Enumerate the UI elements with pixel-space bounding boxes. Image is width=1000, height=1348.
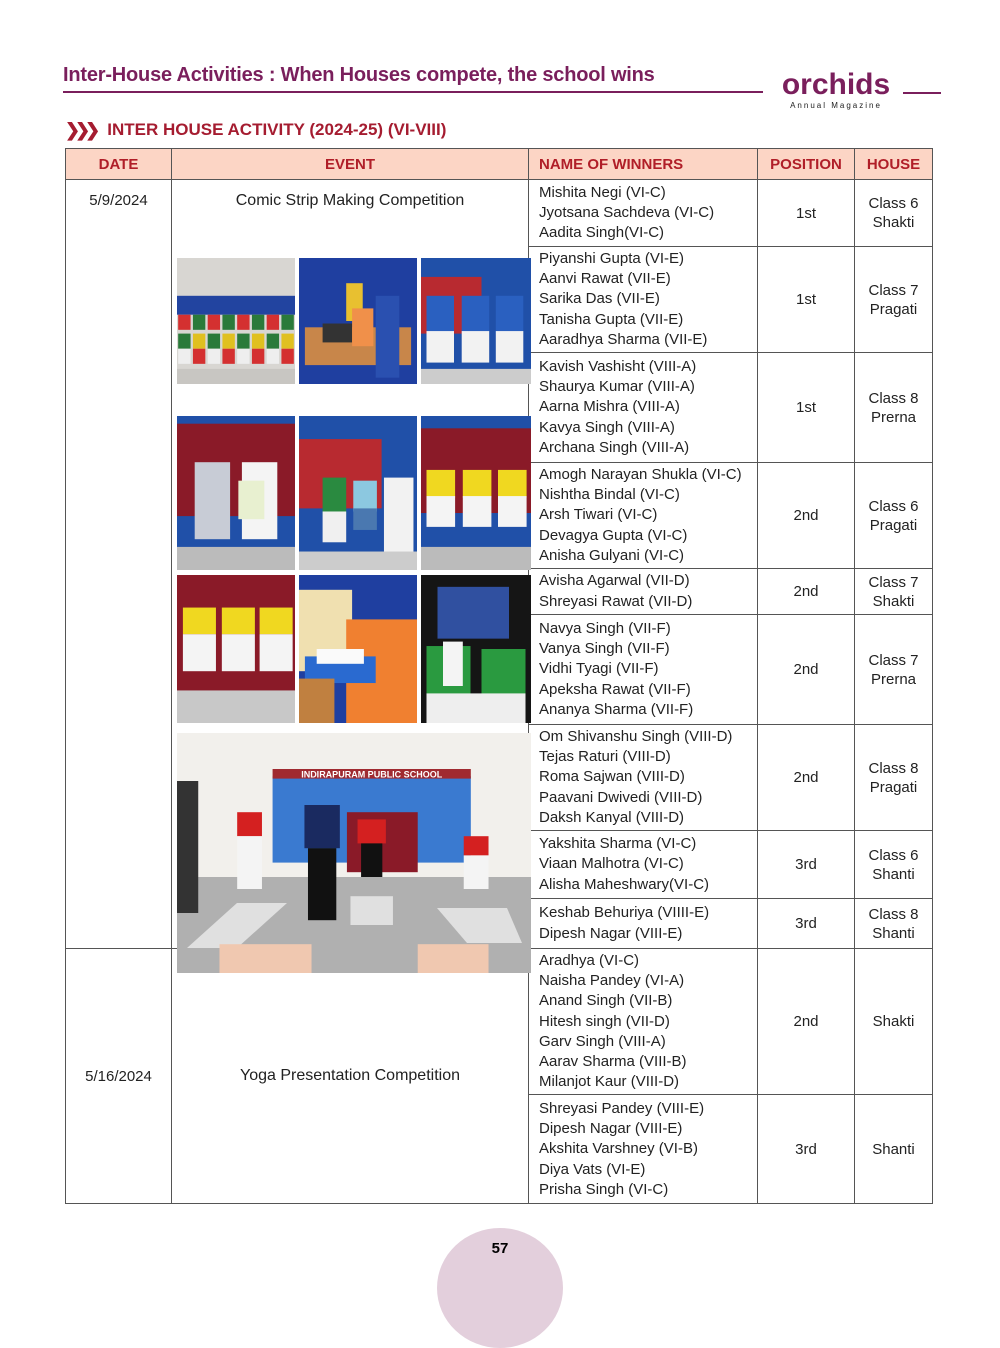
winner-names — [529, 725, 758, 831]
event-name: Yoga Presentation Competition — [172, 949, 529, 1204]
house — [855, 1095, 933, 1204]
winner-names — [529, 353, 758, 463]
house-line: Prerna — [870, 670, 917, 688]
position: 3rd — [758, 831, 855, 899]
winner-name: Amogh Narayan Shukla (VI-C) — [539, 466, 742, 484]
teachers-judging-image — [299, 575, 417, 723]
winner-name: Apeksha Rawat (VII-F) — [539, 680, 691, 698]
winner-name: Hitesh singh (VII-D) — [539, 1012, 670, 1030]
winner-name: Dipesh Nagar (VIII-E) — [539, 924, 683, 942]
event-date: 5/9/2024 — [66, 180, 172, 949]
winner-name: Naisha Pandey (VI-A) — [539, 972, 685, 990]
winner-name: Aarna Mishra (VIII-A) — [539, 398, 680, 416]
position: 2nd — [758, 949, 855, 1095]
winner-name: Ananya Sharma (VII-F) — [539, 700, 694, 718]
winner-names — [529, 247, 758, 353]
yoga-presentation-indirapuram-public-school-image — [177, 733, 531, 973]
house — [855, 569, 933, 615]
house-line: Class 6 — [868, 846, 919, 864]
house — [855, 247, 933, 353]
students-in-blue-uniform-image — [421, 258, 531, 384]
winner-name: Yakshita Sharma (VI-C) — [539, 835, 697, 853]
winner-names — [529, 831, 758, 899]
winner-names — [529, 463, 758, 569]
winner-name: Kavish Vashisht (VIII-A) — [539, 358, 697, 375]
orchids-logo — [771, 70, 933, 114]
winner-name: Aaradhya Sharma (VII-E) — [539, 330, 708, 348]
winner-names — [529, 899, 758, 949]
judges-and-student-at-desk-image — [299, 258, 417, 384]
winner-name: Aadita Singh(VI-C) — [539, 224, 665, 242]
table-row — [66, 180, 933, 247]
winner-name: Paavani Dwivedi (VIII-D) — [539, 788, 703, 806]
winner-name: Avisha Agarwal (VII-D) — [539, 572, 690, 590]
house — [855, 949, 933, 1095]
winner-name: Viaan Malhotra (VI-C) — [539, 855, 684, 873]
winner-name: Archana Singh (VIII-A) — [539, 438, 690, 456]
section-title: INTER HOUSE ACTIVITY (2024-25) (VI-VIII) — [107, 120, 447, 139]
column-header-position: POSITION — [758, 149, 855, 180]
house-line: Pragati — [869, 778, 918, 796]
title-divider — [63, 91, 763, 93]
winners-table — [65, 148, 933, 1204]
winner-name: Anisha Gulyani (VI-C) — [539, 546, 685, 564]
winner-name: Shreyasi Rawat (VII-D) — [539, 592, 693, 610]
position: 1st — [758, 180, 855, 247]
house-line: Shanti — [872, 924, 915, 942]
winner-name: Dipesh Nagar (VIII-E) — [539, 1120, 683, 1138]
winner-name: Vanya Singh (VII-F) — [539, 640, 670, 658]
winner-name: Diya Vats (VI-E) — [539, 1160, 646, 1178]
position: 2nd — [758, 725, 855, 831]
event-cell — [172, 180, 529, 949]
house-line: Shakti — [872, 214, 915, 231]
winner-name: Vidhi Tyagi (VII-F) — [539, 660, 659, 678]
house-line: Class 6 — [868, 497, 919, 515]
position: 2nd — [758, 615, 855, 725]
winner-name: Om Shivanshu Singh (VIII-D) — [539, 728, 733, 746]
winner-name: Arsh Tiwari (VI-C) — [539, 506, 658, 524]
winner-name: Devagya Gupta (VI-C) — [539, 526, 688, 544]
logo-wordmark: orchids — [781, 68, 891, 101]
column-header-winners: NAME OF WINNERS — [529, 149, 758, 180]
winner-name: Aradhya (VI-C) — [539, 952, 640, 970]
svg-text:INDIRAPURAM PUBLIC SCHOOL: INDIRAPURAM PUBLIC SCHOOL — [301, 769, 443, 780]
house-line: Prerna — [870, 408, 917, 426]
house-line: Shanti — [872, 865, 915, 883]
page-title: Inter-House Activities : When Houses compete, the school wins — [63, 64, 655, 86]
page-number: 57 — [491, 1240, 509, 1257]
winner-name: Keshab Behuriya (VIIII-E) — [539, 904, 710, 922]
position: 3rd — [758, 1095, 855, 1204]
winner-name: Nishtha Bindal (VI-C) — [539, 486, 680, 504]
house — [855, 615, 933, 725]
students-group-photo-image — [177, 258, 295, 384]
winner-name: Aanvi Rawat (VII-E) — [539, 270, 671, 288]
winner-name: Sarika Das (VII-E) — [539, 290, 660, 308]
winner-names — [529, 1095, 758, 1204]
winner-names — [529, 615, 758, 725]
house-line: Class 8 — [868, 389, 919, 407]
winner-name: Roma Sajwan (VIII-D) — [539, 768, 685, 786]
winner-name: Tejas Raturi (VIII-D) — [539, 748, 671, 766]
house — [855, 180, 933, 247]
house-line: Class 6 — [868, 195, 919, 212]
house-line: Shanti — [872, 1140, 915, 1158]
winner-name: Shreyasi Pandey (VIII-E) — [539, 1099, 705, 1117]
winner-name: Navya Singh (VII-F) — [539, 620, 671, 638]
house-line: Class 7 — [868, 281, 919, 299]
house — [855, 725, 933, 831]
house — [855, 353, 933, 463]
event-name: Comic Strip Making Competition — [235, 192, 465, 209]
winner-name: Prisha Singh (VI-C) — [539, 1180, 669, 1198]
winner-names — [529, 569, 758, 615]
column-header-date: DATE — [66, 149, 172, 180]
column-header-house: HOUSE — [855, 149, 933, 180]
winner-name: Milanjot Kaur (VIII-D) — [539, 1073, 680, 1091]
winner-name: Jyotsana Sachdeva (VI-C) — [539, 203, 715, 221]
winner-name: Aarav Sharma (VIII-B) — [539, 1053, 687, 1071]
position: 2nd — [758, 569, 855, 615]
column-header-event: EVENT — [172, 149, 529, 180]
house-line: Pragati — [869, 300, 918, 318]
girls-presenting-comic-strip-image — [177, 416, 295, 570]
logo-divider — [903, 92, 941, 94]
house-line: Shakti — [872, 1013, 915, 1031]
house-line: Class 7 — [868, 651, 919, 669]
position: 1st — [758, 247, 855, 353]
girls-in-yellow-uniform-image — [177, 575, 295, 723]
table-header-row — [66, 149, 933, 180]
winner-names — [529, 949, 758, 1095]
page-header — [63, 60, 933, 110]
students-in-yellow-uniform-image — [421, 416, 531, 570]
winner-name: Garv Singh (VIII-A) — [539, 1032, 666, 1050]
students-with-certificate-image — [421, 575, 531, 723]
position: 1st — [758, 353, 855, 463]
winner-name: Alisha Maheshwary(VI-C) — [539, 875, 710, 893]
winner-name: Anand Singh (VII-B) — [539, 992, 673, 1010]
winner-name: Tanisha Gupta (VII-E) — [539, 310, 684, 328]
section-heading — [65, 118, 446, 142]
house-line: Pragati — [869, 516, 918, 534]
house — [855, 831, 933, 899]
logo-subtitle: Annual Magazine — [790, 101, 882, 110]
house-line: Class 8 — [868, 905, 919, 923]
house-line: Shakti — [872, 592, 915, 610]
winner-names — [529, 180, 758, 247]
position: 3rd — [758, 899, 855, 949]
girls-celebrating-image — [299, 416, 417, 570]
house-line: Class 8 — [868, 759, 919, 777]
position: 2nd — [758, 463, 855, 569]
winner-name: Shaurya Kumar (VIII-A) — [539, 378, 695, 396]
double-chevron-right-icon: ❯❯❯ — [65, 119, 96, 140]
house-line: Class 7 — [868, 573, 919, 591]
event-date: 5/16/2024 — [66, 949, 172, 1204]
winner-name: Kavya Singh (VIII-A) — [539, 418, 675, 436]
house — [855, 463, 933, 569]
house — [855, 899, 933, 949]
winner-name: Akshita Varshney (VI-B) — [539, 1140, 698, 1158]
winner-name: Mishita Negi (VI-C) — [539, 183, 666, 201]
winner-name: Daksh Kanyal (VIII-D) — [539, 808, 685, 826]
winner-name: Piyanshi Gupta (VI-E) — [539, 250, 685, 267]
